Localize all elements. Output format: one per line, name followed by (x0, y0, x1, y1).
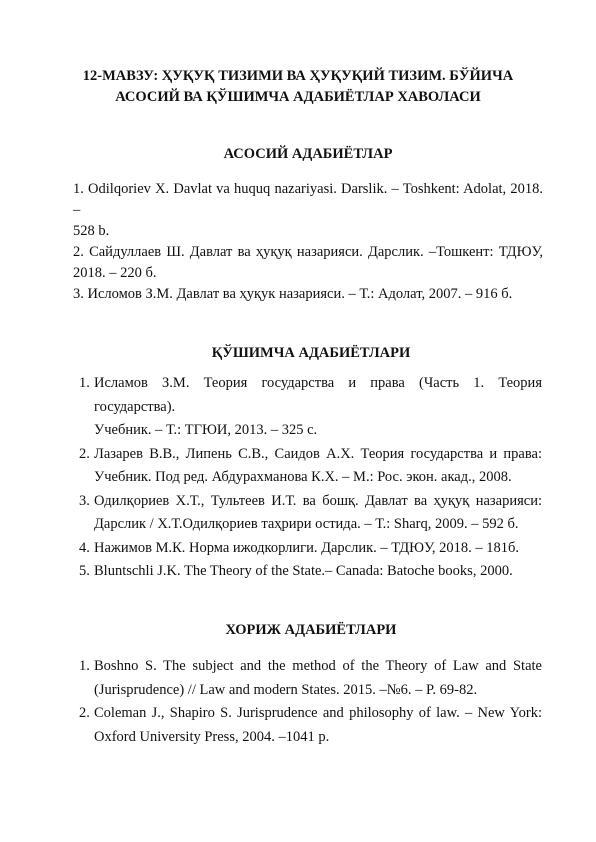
list-item (0, 702, 596, 749)
main-literature-list (73, 179, 543, 305)
item-text-line-1: Coleman J., Shapiro S. Jurisprudence and philosophy of law. – New York: (94, 705, 542, 721)
additional-literature-heading: ҚЎШИМЧА АДАБИЁТЛАРИ (211, 345, 411, 361)
list-item (0, 490, 596, 537)
item-number: 5. (79, 563, 90, 579)
item-text-line-2: (Jurisprudence) // Law and modern States. 2015. –№6. – P. 69-82. (94, 681, 478, 698)
item-text-line-1: Исламов З.М. Теория государства и права (Часть 1. Теория государства). (94, 375, 542, 415)
item-text-line-2: Учебник. Под ред. Абдурахманова К.Х. – М.: Рос. экон. акад., 2008. (94, 469, 512, 485)
item-number: 1. (79, 658, 90, 674)
list-item (0, 443, 596, 490)
main-item-1-line-1: 1. Odilqoriev X. Davlat va huquq nazariyasi. Darslik. – Toshkent: Adolat, 2018. – (73, 181, 543, 218)
item-number: 1. (79, 375, 90, 391)
item-text-line-2: Oxford University Press, 2004. –1041 p. (94, 728, 330, 745)
list-item (0, 560, 596, 584)
main-item-3-line-1: 3. Исломов З.М. Давлат ва ҳуқук назарияси. – Т.: Адолат, 2007. – 916 б. (73, 286, 513, 302)
list-item (0, 537, 596, 561)
additional-literature-list (0, 372, 596, 584)
title-line-2: АСОСИЙ ВА ҚЎШИМЧА АДАБИЁТЛАР ХАВОЛАСИ (115, 89, 481, 105)
item-text-line-1: Boshno S. The subject and the method of the Theory of Law and State (94, 658, 542, 674)
item-text-line-1: Bluntschli J.K. The Theory of the State.– Canada: Batoche books, 2000. (94, 563, 513, 579)
item-number: 2. (79, 705, 90, 721)
item-text-line-1: Нажимов М.К. Норма ижодкорлиги. Дарслик. – ТДЮУ, 2018. – 181б. (94, 539, 520, 556)
title-line-1: 12-МАВЗУ: ҲУҚУҚ ТИЗИМИ ВА ҲУҚУҚИЙ ТИЗИМ. БЎЙИЧА (82, 68, 514, 84)
item-text-line-1: Лазарев В.В., Липень С.В., Саидов А.Х. Теория государства и права: (94, 445, 542, 462)
foreign-literature-list (0, 655, 596, 749)
item-number: 2. (79, 445, 90, 462)
item-text-line-2: Учебник. – Т.: ТГЮИ, 2013. – 325 с. (94, 422, 318, 438)
item-number: 4. (79, 539, 90, 556)
item-number: 3. (79, 492, 90, 509)
main-literature-heading: АСОСИЙ АДАБИЁТЛАР (223, 146, 393, 162)
page-title (60, 66, 536, 108)
main-item-2-line-2: 2018. – 220 б. (73, 265, 157, 281)
foreign-literature-heading: ХОРИЖ АДАБИЁТЛАРИ (225, 622, 397, 638)
list-item (0, 372, 596, 443)
item-text-line-1: Одилқориев Х.Т., Тультеев И.Т. ва бошқ. Давлат ва ҳуқуқ назарияси: (94, 492, 542, 509)
item-text-line-2: Дарслик / Х.Т.Одилқориев таҳрири остида. – Т.: Sharq, 2009. – 592 б. (94, 516, 519, 532)
main-item-2-line-1: 2. Сайдуллаев Ш. Давлат ва ҳуқуқ назарияси. Дарслик. –Тошкент: ТДЮУ, (73, 244, 543, 260)
main-item-1-line-2: 528 b. (73, 223, 110, 239)
list-item (0, 655, 596, 702)
